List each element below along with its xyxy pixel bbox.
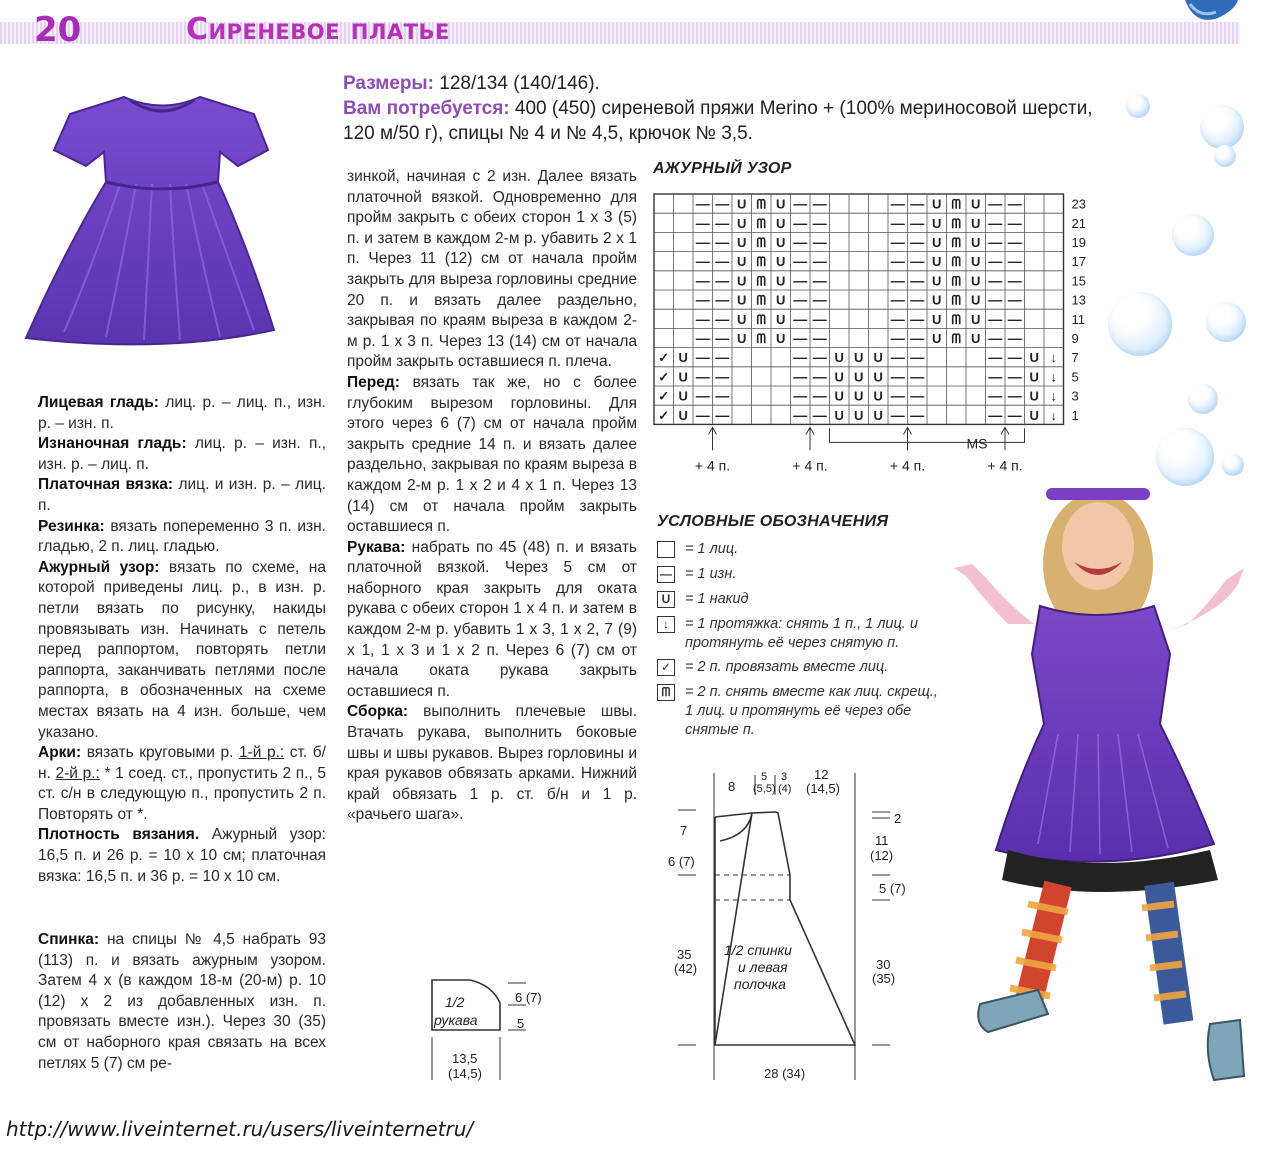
chart-cell-symbol: ✓: [658, 407, 670, 423]
rapport-label: MS: [966, 435, 988, 452]
chart-cell-symbol: —: [812, 406, 827, 423]
chart-cell-symbol: U: [932, 273, 942, 289]
girl-photo: [948, 484, 1248, 1084]
body-dim: (35): [872, 971, 896, 986]
chart-cell-symbol: U: [776, 215, 786, 231]
chart-increase-label: + 4 п.: [792, 457, 828, 474]
chart-cell-symbol: —: [910, 330, 925, 346]
chart-cell-symbol: U: [737, 254, 747, 270]
paragraph: [38, 743, 326, 825]
chart-cell-symbol: —: [1007, 195, 1022, 212]
instructions-column-2: [347, 167, 637, 826]
chart-cell-symbol: —: [695, 253, 710, 270]
term: Рукава:: [347, 538, 406, 556]
chart-cell-symbol: U: [854, 388, 864, 404]
needs-value: 400 (450) сиреневой пряжи Merino + (100% мериносовой шерсти, 120 м/50 г), спицы № 4 и № 4,5, крючок № 3,5.: [343, 98, 1093, 144]
paragraph: [38, 475, 326, 516]
chart-cell-symbol: —: [890, 330, 905, 346]
chart-cell-symbol: U: [737, 311, 747, 327]
term: Резинка:: [38, 517, 105, 535]
chart-cell-symbol: —: [988, 272, 1003, 289]
legend-text: = 2 п. снять вместе как лиц. скрещ., 1 лиц. и протянуть её через обе снятые п.: [685, 684, 938, 738]
bubble-decoration: [1222, 454, 1244, 476]
body-dim: (42): [674, 961, 698, 976]
chart-cell-symbol: U: [776, 235, 786, 250]
chart-cell-symbol: —: [910, 272, 925, 289]
chart-row-number: 15: [1071, 273, 1086, 289]
chart-cell-symbol: —: [793, 349, 808, 366]
chart-cell-symbol: —: [793, 310, 808, 327]
chart-cell-symbol: —: [715, 349, 730, 366]
definition: лиц. р. – лиц. п., изн. р. – изн. п.: [38, 394, 326, 432]
knit-icon: [657, 541, 675, 558]
paragraph: [38, 930, 326, 1074]
chart-cell-symbol: U: [932, 311, 942, 327]
chart-cell-symbol: —: [695, 272, 710, 289]
chart-cell-symbol: —: [715, 368, 730, 385]
term: Платочная вязка:: [38, 476, 174, 494]
purl-icon: —: [657, 566, 675, 583]
page-title: Сиреневое платье: [186, 12, 450, 47]
legend-text: = 1 накид: [685, 591, 749, 607]
chart-cell-symbol: U: [932, 235, 942, 250]
chart-cell-symbol: ᗰ: [951, 215, 961, 231]
chart-cell-symbol: —: [715, 195, 730, 212]
legend-text: = 1 протяжка: снять 1 п., 1 лиц. и протянуть её через снятую п.: [685, 616, 918, 651]
chart-cell-symbol: ᗰ: [756, 311, 766, 327]
chart-cell-symbol: —: [1007, 368, 1022, 385]
chart-cell-symbol: ᗰ: [756, 235, 766, 250]
chart-cell-symbol: —: [988, 330, 1003, 346]
row-ref: 1-й р.:: [238, 744, 285, 762]
sleeve-caption: 1/2: [445, 994, 465, 1010]
chart-cell-symbol: —: [812, 291, 827, 308]
row-ref: 2-й р.:: [55, 764, 100, 782]
chart-cell-symbol: —: [812, 349, 827, 366]
needs-label: Вам потребуется:: [343, 98, 510, 119]
chart-cell-symbol: —: [988, 234, 1003, 250]
chart-row-number: 5: [1071, 369, 1079, 385]
term: Ажурный узор:: [38, 558, 160, 576]
chart-cell-symbol: —: [890, 253, 905, 270]
chart-increase-label: + 4 п.: [987, 457, 1023, 474]
chart-row-number: 19: [1071, 235, 1086, 250]
chart-cell-symbol: —: [910, 368, 925, 385]
chart-cell-symbol: —: [793, 291, 808, 308]
bubble-decoration: [1200, 105, 1244, 149]
chart-cell-symbol: ↓: [1050, 388, 1057, 404]
chart-cell-symbol: —: [715, 234, 730, 250]
chart-cell-symbol: —: [1007, 214, 1022, 231]
bubble-decoration: [1214, 145, 1236, 167]
definition: Ажурный узор: 16,5 п. и 26 р. = 10 х 10 см; платочная вязка: 16,5 п. и 36 р. = 10 х 10 см.: [38, 826, 326, 885]
body-dim: 5 (7): [879, 881, 906, 896]
chart-cell-symbol: —: [1007, 310, 1022, 327]
chart-cell-symbol: —: [695, 234, 710, 250]
chart-cell-symbol: U: [971, 215, 981, 231]
chart-cell-symbol: —: [695, 368, 710, 385]
paragraph: [38, 517, 326, 558]
chart-cell-symbol: —: [812, 310, 827, 327]
paragraph: [347, 702, 637, 826]
chart-cell-symbol: U: [873, 369, 883, 385]
slip-pass-icon: ↓: [657, 616, 675, 633]
chart-cell-symbol: —: [695, 349, 710, 366]
chart-cell-symbol: U: [737, 215, 747, 231]
chart-cell-symbol: —: [910, 406, 925, 423]
chart-cell-symbol: —: [910, 253, 925, 270]
chart-cell-symbol: U: [971, 311, 981, 327]
legend-title: УСЛОВНЫЕ ОБОЗНАЧЕНИЯ: [657, 513, 889, 530]
chart-cell-symbol: ᗰ: [951, 235, 961, 250]
chart-cell-symbol: ᗰ: [951, 311, 961, 327]
chart-cell-symbol: —: [695, 330, 710, 346]
chart-increase-label: + 4 п.: [694, 457, 731, 474]
chart-cell-symbol: —: [812, 214, 827, 231]
paragraph: [347, 373, 637, 538]
chart-row-number: 17: [1071, 254, 1086, 270]
chart-title: АЖУРНЫЙ УЗОР: [653, 160, 792, 177]
chart-cell-symbol: —: [812, 330, 827, 346]
chart-cell-symbol: U: [932, 292, 942, 308]
chart-cell-symbol: —: [988, 214, 1003, 231]
chart-cell-symbol: U: [971, 292, 981, 308]
bubble-decoration: [1156, 428, 1214, 486]
instructions-column-1-back: [38, 930, 326, 1074]
chart-cell-symbol: —: [715, 291, 730, 308]
body-dim: 30: [876, 957, 891, 972]
body-dim: 6 (7): [668, 854, 695, 869]
chart-cell-symbol: U: [1029, 388, 1039, 404]
sizes-label: Размеры:: [343, 73, 434, 94]
chart-cell-symbol: —: [890, 214, 905, 231]
chart-cell-symbol: —: [910, 195, 925, 212]
chart-cell-symbol: U: [834, 350, 844, 366]
sleeve-caption: рукава: [434, 1012, 478, 1028]
definition: вязать попеременно 3 п. изн. гладью, 2 п. лиц. гладью.: [38, 517, 326, 556]
bubble-decoration: [1108, 292, 1172, 356]
chart-cell-symbol: ↓: [1050, 350, 1057, 366]
term: Перед:: [347, 373, 400, 391]
chart-row-number: 9: [1071, 331, 1079, 346]
chart-cell-symbol: —: [890, 195, 905, 212]
chart-cell-symbol: U: [834, 369, 844, 385]
double-decrease-icon: ᗰ: [657, 684, 675, 701]
chart-cell-symbol: U: [678, 369, 688, 385]
paragraph: [38, 825, 326, 887]
chart-cell-symbol: —: [1007, 387, 1022, 404]
paragraph: [38, 434, 326, 475]
chart-cell-symbol: ᗰ: [951, 292, 961, 308]
chart-cell-symbol: U: [971, 331, 981, 346]
chart-cell-symbol: U: [776, 311, 786, 327]
chart-row-number: 3: [1071, 388, 1079, 404]
chart-cell-symbol: —: [890, 387, 905, 404]
chart-cell-symbol: —: [793, 195, 808, 212]
definition: вязать по схеме, на которой приведены лиц. р., в изн. р. петли вязать по рисунку, накиды провязывать изн. Начинать с петель перед раппортом, повторять петли раппорта, заканчивать петлями после раппорта, в обозначенных на схеме местах вязать на 4 изн. больше, чем указано.: [38, 558, 326, 741]
chart-cell-symbol: —: [890, 234, 905, 250]
term: Изнаночная гладь:: [38, 435, 187, 453]
body-pattern-diagram: [660, 765, 920, 1090]
sleeve-dim: 13,5: [452, 1051, 478, 1066]
chart-cell-symbol: —: [793, 406, 808, 423]
body-dim: (14,5): [806, 781, 840, 796]
chart-row-number: 11: [1071, 311, 1085, 327]
chart-cell-symbol: —: [910, 387, 925, 404]
paragraph: [347, 167, 637, 373]
term: Плотность вязания.: [38, 826, 200, 844]
chart-cell-symbol: —: [695, 387, 710, 404]
chart-cell-symbol: —: [793, 387, 808, 404]
chart-cell-symbol: —: [812, 368, 827, 385]
chart-cell-symbol: —: [695, 310, 710, 327]
definition: * 1 соед. ст., пропустить 2 п., 5 ст. с/н в следующую п., пропустить 2 п. Повторять от *.: [38, 764, 327, 823]
chart-cell-symbol: U: [678, 407, 688, 423]
chart-cell-symbol: U: [737, 196, 747, 212]
chart-cell-symbol: U: [776, 254, 786, 270]
definition: вязать так же, но с более глубоким вырезом горловины. Для этого через 6 (7) см от начала пройм закрыть средние 14 п. и вязать далее раздельно, закрывая по краям выреза в каждом 2-м р. 1 х 2 и 4 х 1 п. Через 13 (14) см от начала пройм закрыть оставшиеся п.: [347, 373, 637, 536]
chart-cell-symbol: ᗰ: [756, 254, 766, 270]
paragraph: [347, 538, 637, 703]
chart-cell-symbol: ᗰ: [756, 215, 766, 231]
chart-cell-symbol: U: [873, 407, 883, 423]
chart-cell-symbol: —: [1007, 406, 1022, 423]
sleeve-dim: 6 (7): [515, 990, 542, 1005]
chart-cell-symbol: ✓: [658, 350, 670, 366]
body-dim: (12): [870, 848, 894, 863]
chart-cell-symbol: U: [873, 388, 883, 404]
body-dim: (4): [778, 783, 792, 795]
chart-row-number: 7: [1071, 350, 1079, 366]
k2tog-icon: ✓: [657, 659, 675, 676]
chart-cell-symbol: ᗰ: [756, 196, 766, 212]
chart-cell-symbol: U: [1029, 407, 1039, 423]
chart-cell-symbol: U: [1029, 369, 1039, 385]
chart-cell-symbol: U: [737, 292, 747, 308]
body-dim: 3: [781, 771, 788, 783]
chart-cell-symbol: U: [873, 350, 883, 366]
term: Сборка:: [347, 703, 409, 721]
chart-cell-symbol: ᗰ: [951, 254, 961, 270]
chart-cell-symbol: —: [890, 349, 905, 366]
chart-cell-symbol: —: [910, 234, 925, 250]
body-dim: 12: [814, 767, 829, 782]
chart-cell-symbol: U: [776, 196, 786, 212]
chart-cell-symbol: —: [695, 195, 710, 212]
chart-cell-symbol: —: [812, 234, 827, 250]
chart-cell-symbol: —: [890, 368, 905, 385]
chart-cell-symbol: —: [715, 387, 730, 404]
bubble-decoration: [1172, 214, 1214, 256]
chart-cell-symbol: ᗰ: [756, 273, 766, 289]
chart-cell-symbol: ↓: [1050, 369, 1057, 385]
term: Лицевая гладь:: [38, 394, 159, 411]
body-caption: 1/2 спинки: [724, 942, 792, 958]
chart-row-number: 1: [1071, 407, 1079, 423]
body-caption: и левая: [738, 959, 788, 975]
chart-cell-symbol: —: [812, 253, 827, 270]
bubble-decoration: [1126, 94, 1150, 118]
chart-cell-symbol: —: [988, 387, 1003, 404]
chart-cell-symbol: —: [890, 310, 905, 327]
chart-cell-symbol: —: [890, 291, 905, 308]
chart-cell-symbol: —: [910, 291, 925, 308]
definition: зинкой, начиная с 2 изн. Далее вязать платочной вязкой. Одновременно для пройм закрыть с обеих сторон 1 х 3 (5) п. и затем в каждом 2-м р. убавить 2 х 1 п. Через 11 (12) см от начала пройм закрыть для выреза горловины средние 20 п. и вязать далее раздельно, закрывая по краям выреза в каждом 2-м р. 1 х 3 п. Через 13 (14) см от начала пройм закрыть оставшиеся п. плеча.: [347, 168, 637, 371]
chart-cell-symbol: U: [932, 254, 942, 270]
chart-cell-symbol: ᗰ: [951, 273, 961, 289]
lace-pattern-chart: [650, 190, 1100, 480]
chart-cell-symbol: ↓: [1050, 407, 1057, 423]
chart-cell-symbol: —: [1007, 272, 1022, 289]
source-url[interactable]: http://www.liveinternet.ru/users/liveinternetru/: [6, 1117, 474, 1141]
intro-block: [343, 71, 1103, 146]
chart-cell-symbol: —: [715, 406, 730, 423]
chart-cell-symbol: ᗰ: [951, 196, 961, 212]
chart-cell-symbol: —: [793, 234, 808, 250]
definition: ст. б/н.: [38, 744, 326, 782]
chart-cell-symbol: —: [812, 387, 827, 404]
body-dim: 2: [894, 811, 902, 826]
bubble-decoration: [1206, 302, 1246, 342]
chart-cell-symbol: U: [1029, 350, 1039, 366]
body-dim: (5,5): [753, 783, 776, 795]
chart-cell-symbol: —: [988, 406, 1003, 423]
sleeve-pattern-diagram: [420, 975, 560, 1085]
chart-cell-symbol: U: [932, 196, 942, 212]
chart-cell-symbol: —: [988, 349, 1003, 366]
chart-cell-symbol: U: [971, 273, 981, 289]
sleeve-dim: (14,5): [448, 1066, 482, 1081]
chart-cell-symbol: U: [834, 388, 844, 404]
chart-cell-symbol: ✓: [658, 369, 670, 385]
yarn-over-icon: U: [657, 591, 675, 608]
chart-cell-symbol: —: [910, 214, 925, 231]
term: Спинка:: [38, 931, 99, 948]
chart-cell-symbol: —: [715, 330, 730, 346]
chart-cell-symbol: —: [812, 195, 827, 212]
definition: вязать круговыми р.: [86, 744, 234, 762]
chart-cell-symbol: —: [1007, 291, 1022, 308]
chart-row-number: 13: [1071, 292, 1086, 308]
chart-cell-symbol: U: [678, 388, 688, 404]
chart-cell-symbol: U: [971, 235, 981, 250]
body-dim: 8: [728, 779, 736, 794]
body-dim: 5: [761, 771, 768, 783]
definition: лиц. р. – изн. п., изн. р. – лиц. п.: [38, 435, 326, 473]
chart-cell-symbol: —: [890, 406, 905, 423]
chart-increase-label: + 4 п.: [889, 457, 926, 474]
chart-cell-symbol: U: [776, 331, 786, 346]
chart-cell-symbol: —: [988, 195, 1003, 212]
chart-cell-symbol: —: [715, 310, 730, 327]
paragraph: [38, 558, 326, 743]
chart-cell-symbol: —: [715, 253, 730, 270]
body-caption: полочка: [734, 976, 786, 992]
chart-cell-symbol: —: [910, 349, 925, 366]
chart-cell-symbol: —: [715, 272, 730, 289]
chart-cell-symbol: —: [793, 272, 808, 289]
chart-row-number: 23: [1071, 196, 1086, 212]
chart-cell-symbol: U: [834, 407, 844, 423]
chart-cell-symbol: —: [890, 272, 905, 289]
chart-cell-symbol: U: [776, 273, 786, 289]
bubble-decoration: [1188, 384, 1218, 414]
chart-cell-symbol: U: [737, 273, 747, 289]
chart-cell-symbol: U: [678, 350, 688, 366]
rapport-bracket: [830, 428, 1025, 442]
chart-cell-symbol: U: [932, 331, 942, 346]
definition: набрать по 45 (48) п. и вязать платочной вязкой. Через 5 см от наборного края закрыть для оката рукава с обеих сторон 1 х 4 п. и затем в каждом 2-м р. убавить 1 х 3, 1 х 2, 7 (9) х 1, 1 х 3 и 1 х 2 п. Через 6 (7) см от начала оката рукава закрыть оставшиеся п.: [347, 538, 637, 700]
chart-cell-symbol: ᗰ: [756, 331, 766, 346]
legend-text: = 1 лиц.: [685, 541, 739, 557]
legend-text: = 1 изн.: [685, 566, 737, 582]
chart-cell-symbol: —: [988, 368, 1003, 385]
chart-cell-symbol: —: [910, 310, 925, 327]
chart-cell-symbol: —: [793, 253, 808, 270]
instructions-column-1: [38, 393, 326, 887]
chart-cell-symbol: U: [854, 350, 864, 366]
chart-cell-symbol: U: [737, 331, 747, 346]
chart-cell-symbol: ✓: [658, 388, 670, 404]
corner-decoration: [1180, 0, 1240, 28]
chart-cell-symbol: U: [776, 292, 786, 308]
chart-cell-symbol: U: [737, 235, 747, 250]
chart-cell-symbol: —: [1007, 330, 1022, 346]
chart-cell-symbol: U: [932, 215, 942, 231]
dress-photo: [24, 92, 300, 372]
chart-cell-symbol: —: [715, 214, 730, 231]
chart-cell-symbol: —: [695, 406, 710, 423]
chart-cell-symbol: ᗰ: [951, 331, 961, 346]
body-dim: 11: [875, 833, 889, 848]
sleeve-dim: 5: [517, 1016, 525, 1031]
chart-cell-symbol: U: [854, 407, 864, 423]
chart-cell-symbol: —: [793, 214, 808, 231]
term: Арки:: [38, 744, 82, 762]
body-dim: 28 (34): [764, 1066, 806, 1081]
chart-cell-symbol: U: [971, 196, 981, 212]
definition: лиц. и изн. р. – лиц. п.: [38, 476, 326, 514]
chart-cell-symbol: ᗰ: [756, 292, 766, 308]
definition: на спицы № 4,5 набрать 93 (113) п. и вязать ажурным узором. Затем 4 х (в каждом 18-м (20-м) р. 10 (12) х 2 из добавленных изн. п. провязать вместе изн.). Через 30 (35) см от наборного края связать на всех петлях 5 (7) см ре-: [38, 931, 326, 1072]
chart-cell-symbol: —: [695, 214, 710, 231]
paragraph: [38, 393, 326, 434]
sizes-value: 128/134 (140/146).: [439, 73, 600, 94]
chart-cell-symbol: —: [695, 291, 710, 308]
chart-cell-symbol: —: [812, 272, 827, 289]
chart-cell-symbol: —: [988, 291, 1003, 308]
chart-cell-symbol: U: [971, 254, 981, 270]
body-dim: 7: [680, 823, 688, 838]
chart-cell-symbol: —: [988, 310, 1003, 327]
legend-text: = 2 п. провязать вместе лиц.: [685, 659, 889, 675]
chart-cell-symbol: —: [988, 253, 1003, 270]
chart-cell-symbol: —: [1007, 349, 1022, 366]
chart-cell-symbol: U: [854, 369, 864, 385]
chart-cell-symbol: —: [793, 330, 808, 346]
chart-row-number: 21: [1071, 215, 1086, 231]
body-dim: 35: [677, 947, 692, 962]
chart-cell-symbol: —: [793, 368, 808, 385]
chart-cell-symbol: —: [1007, 253, 1022, 270]
chart-cell-symbol: —: [1007, 234, 1022, 250]
page-number: 20: [34, 10, 82, 50]
definition: выполнить плечевые швы. Втачать рукава, выполнить боковые швы и швы рукавов. Вырез горловины и края рукавов обвязать арками. Нижний край обвязать 1 р. ст. б/н и 1 р. «рачьего шага».: [347, 703, 638, 824]
